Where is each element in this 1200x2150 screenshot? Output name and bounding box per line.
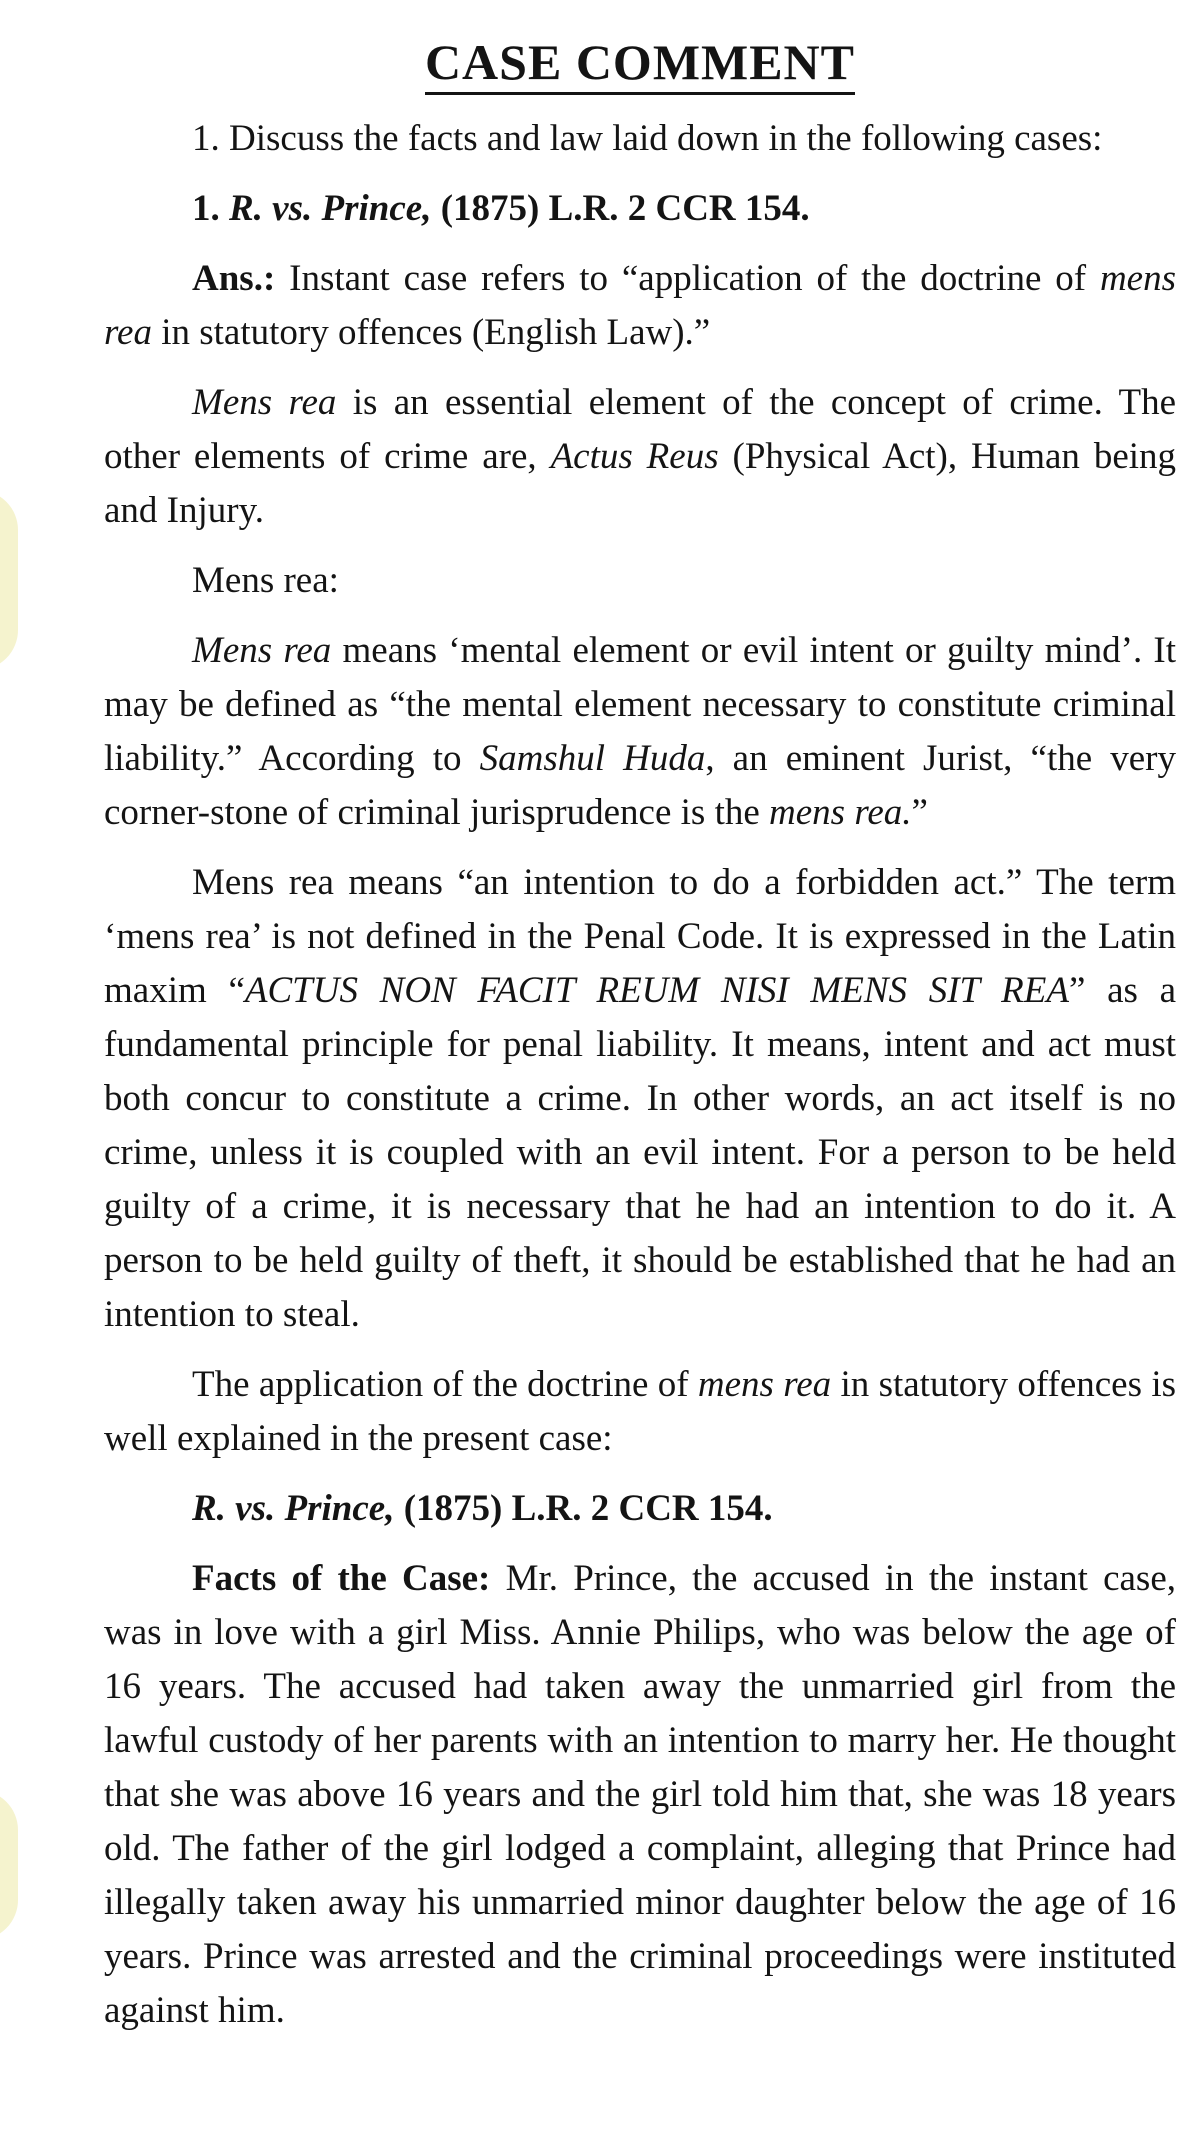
maxim-paragraph: Mens rea means “an intention to do a forbidden act.” The term ‘mens rea’ is not defined in the Penal Code. It is expressed in the Latin maxim “ACTUS NON FACIT REUM NISI MENS SIT REA” as a fundamental principle for penal liability. It means, intent and act must both concur to constitute a crime. In other words, an act itself is no crime, unless it is coupled with an evil intent. For a person to be held guilty of a crime, it is necessary that he had an intention to do it. A person to be held guilty of theft, it should be established that he had an intention to steal. — [104, 862, 1177, 1335]
case-heading — [104, 182, 1176, 236]
elements-paragraph: Mens rea is an essential element of the concept of crime. The other elements of crime are, Actus Reus (Physical Act), Human being and Injury. — [104, 382, 1177, 531]
latin-maxim: ACTUS NON FACIT REUM NISI MENS SIT REA — [244, 970, 1069, 1011]
question-line: 1. Discuss the facts and law laid down in the following cases: — [192, 118, 1103, 159]
application-paragraph: The application of the doctrine of mens rea in statutory offences is well explained in the present case: — [104, 1364, 1176, 1459]
case-number: 1. — [192, 188, 220, 229]
answer-label: Ans.: — [192, 258, 276, 299]
page-stain-top — [0, 490, 18, 670]
facts-label: Facts of the Case: — [192, 1558, 491, 1599]
document-page — [104, 30, 1176, 2054]
facts-paragraph: Facts of the Case: Mr. Prince, the accused in the instant case, was in love with a girl Miss. Annie Philips, who was below the age of 16 years. The accused had taken away the unmarried girl from the lawful custody of her parents with an intention to marry her. He thought that she was above 16 years and the girl told him that, she was 18 years old. The father of the girl lodged a complaint, alleging that Prince had illegally taken away his unmarried minor daughter below the age of 16 years. Prince was arrested and the criminal proceedings were instituted against him. — [104, 1558, 1177, 2031]
case-name: R. vs. Prince, — [229, 188, 432, 229]
page-stain-bottom — [0, 1790, 18, 1940]
meaning-paragraph: Mens rea means ‘mental element or evil intent or guilty mind’. It may be defined as “the mental element necessary to constitute criminal liability.” According to Samshul Huda, an eminent Jurist, “the very corner-stone of criminal jurisprudence is the mens rea.” — [104, 630, 1177, 833]
case-citation: (1875) L.R. 2 CCR 154. — [440, 188, 810, 229]
case-heading-2: R. vs. Prince, (1875) L.R. 2 CCR 154. — [192, 1488, 773, 1529]
answer-paragraph: Ans.: Instant case refers to “application of the doctrine of mens rea in statutory offences (English Law).” — [104, 258, 1176, 353]
page-title: CASE COMMENT — [104, 30, 1176, 94]
subheading-mens-rea: Mens rea: — [192, 560, 339, 601]
